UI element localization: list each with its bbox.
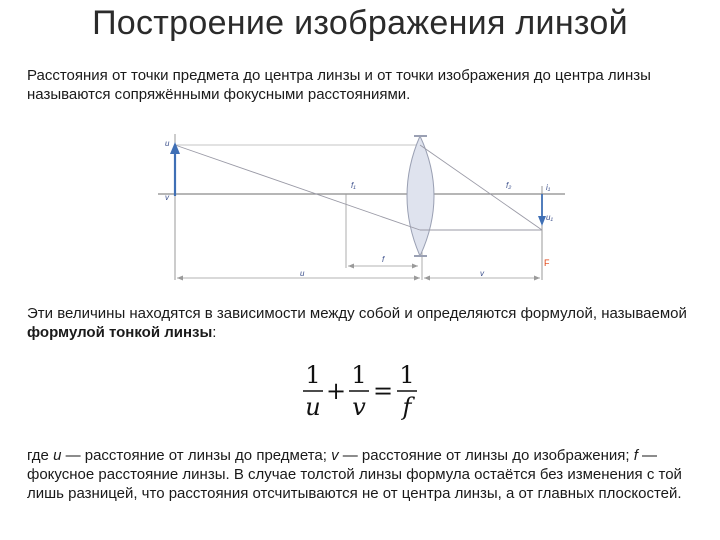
label-object-base: v [165, 193, 169, 202]
def-var-v: v [331, 447, 339, 464]
def-text-1: где [27, 447, 54, 464]
label-corner-f: F [544, 258, 550, 268]
image-arrow-head [538, 216, 546, 226]
lens-formula-term: формулой тонкой линзы [27, 324, 213, 341]
relation-text: Эти величины находятся в зависимости между собой и определяются формулой, называемой [27, 305, 687, 322]
label-object-top: u [165, 139, 170, 148]
dimension-u-arrow-left [177, 276, 183, 281]
def-text-2: — расстояние от линзы до предмета; [61, 447, 332, 464]
lens-shape [407, 136, 434, 256]
formula-equals: = [372, 377, 394, 405]
label-dim-f: f [382, 255, 385, 264]
formula-denominator-v: v [352, 393, 366, 421]
label-dim-v: v [480, 269, 484, 278]
label-focus-left: f₁ [351, 181, 356, 190]
formula-plus: + [325, 377, 347, 405]
formula-denominator-f: f [402, 393, 412, 421]
formula-denominator-u: u [305, 393, 321, 421]
formula-numerator-2: 1 [351, 361, 367, 389]
lens-diagram [150, 128, 570, 286]
def-var-f: f [633, 447, 638, 464]
def-var-u: u [53, 447, 62, 464]
label-focus-right: f₂ [506, 181, 512, 190]
label-image-top: i₁ [546, 183, 551, 192]
formula-numerator-1: 1 [305, 361, 321, 389]
definitions-paragraph [27, 446, 707, 503]
label-image-base: u₁ [546, 213, 553, 222]
dimension-v-arrow-right [534, 276, 540, 281]
object-arrow-head [170, 142, 180, 154]
label-dim-u: u [300, 269, 305, 278]
ray-after-lens-top [420, 145, 542, 230]
page-title: Построение изображения линзой [92, 4, 628, 42]
ray-through-focus [175, 145, 420, 230]
dimension-f-arrow-right [412, 264, 418, 269]
intro-paragraph: Расстояния от точки предмета до центра линзы и от точки изображения до центра линзы называются сопряжёнными фокусными расстояниями. [27, 67, 651, 103]
thin-lens-formula [295, 356, 425, 426]
def-text-3: — расстояние от линзы до изображения; [338, 447, 634, 464]
dimension-u-arrow-right [414, 276, 420, 281]
def-text-4: —фокусное расстояние линзы. В случае толстой линзы формула остаётся без изменения с той лишь разницей, что расстояния отсчитываются не от центра линзы, а от главных плоскостей. [27, 447, 682, 502]
relation-colon: : [212, 324, 217, 341]
relation-paragraph [27, 304, 707, 342]
formula-numerator-3: 1 [399, 361, 415, 389]
dimension-v-arrow-left [424, 276, 430, 281]
dimension-f-arrow-left [348, 264, 354, 269]
